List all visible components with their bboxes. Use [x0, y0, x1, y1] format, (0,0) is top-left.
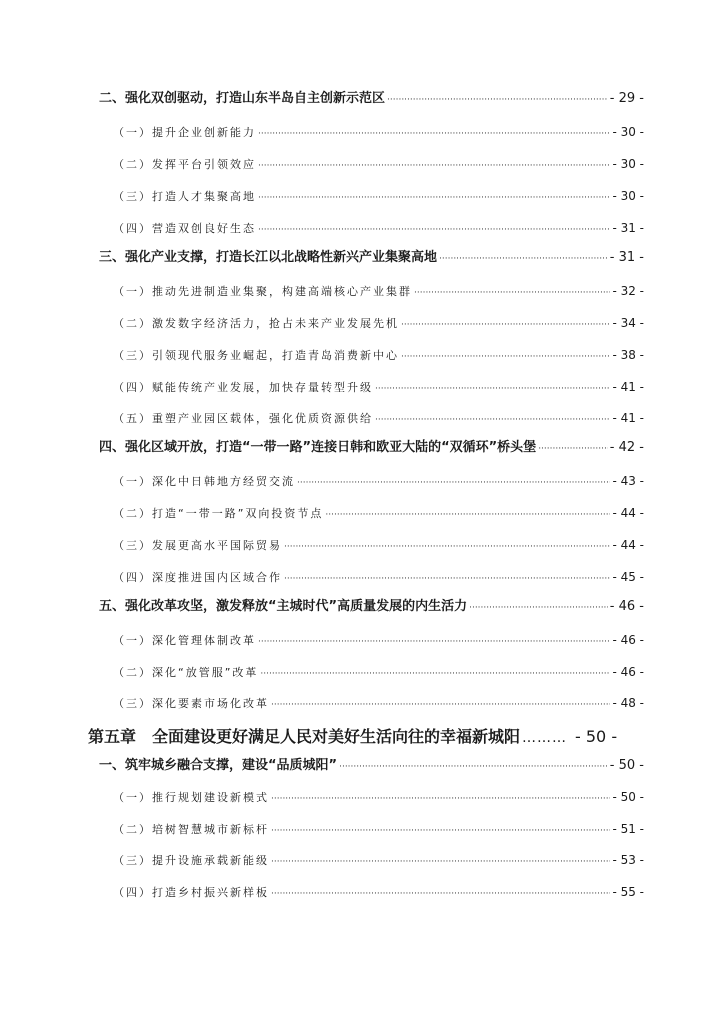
- toc-entry-chapter[interactable]: [88, 724, 644, 747]
- toc-entry-title: （二）激发数字经济活力，抢占未来产业发展先机: [113, 317, 399, 330]
- toc-page-number: - 30 -: [612, 157, 644, 171]
- toc-page-number: - 31 -: [612, 221, 644, 235]
- toc-chapter-title: 第五章 全面建设更好满足人民对美好生活向往的幸福新城阳: [88, 727, 521, 746]
- toc-entry-title: 一、筑牢城乡融合支撑，建设“品质城阳”: [99, 758, 338, 773]
- toc-entry-subsection[interactable]: [113, 821, 644, 837]
- toc-entry-subsection[interactable]: [113, 283, 644, 299]
- toc-entry-title: （三）打造人才集聚高地: [113, 190, 256, 203]
- toc-entry-title: （二）发挥平台引领效应: [113, 158, 256, 171]
- dot-leader: [258, 161, 610, 171]
- dot-leader: [538, 444, 608, 454]
- dot-leader: [387, 95, 608, 105]
- toc-entry-subsection[interactable]: [113, 410, 644, 426]
- toc-page-number: - 46 -: [612, 665, 644, 679]
- toc-entry-subsection[interactable]: [113, 884, 644, 900]
- toc-entry-title: 三、强化产业支撑，打造长江以北战略性新兴产业集聚高地: [99, 250, 438, 265]
- dot-leader: [414, 288, 610, 298]
- toc-entry-title: （四）深度推进国内区域合作: [113, 571, 282, 584]
- toc-entry-title: （三）引领现代服务业崛起，打造青岛消费新中心: [113, 349, 399, 362]
- dot-leader: [297, 478, 610, 488]
- toc-entry-title: （三）提升设施承载新能级: [113, 854, 269, 867]
- dot-leader: [401, 352, 610, 362]
- dot-leader: [325, 510, 610, 520]
- toc-page-number: - 31 -: [609, 250, 644, 265]
- dot-leader: [401, 320, 610, 330]
- toc-entry-subsection[interactable]: [113, 789, 644, 805]
- toc-page-number: - 50 -: [612, 790, 644, 804]
- toc-entry-subsection[interactable]: [113, 188, 644, 204]
- dot-leader: [271, 700, 610, 710]
- toc-entry-section[interactable]: [99, 246, 644, 265]
- toc-entry-title: （一）提升企业创新能力: [113, 126, 256, 139]
- toc-entry-section[interactable]: [99, 87, 644, 106]
- dot-leader: [260, 669, 610, 679]
- toc-entry-subsection[interactable]: [113, 537, 644, 553]
- toc-entry-subsection[interactable]: [113, 156, 644, 172]
- dot-leader: [339, 762, 608, 772]
- toc-entry-section[interactable]: [99, 436, 644, 455]
- toc-page-number: - 42 -: [609, 440, 644, 455]
- toc-entry-subsection[interactable]: [113, 695, 644, 711]
- dot-leader: [271, 826, 610, 836]
- toc-entry-title: （四）赋能传统产业发展，加快存量转型升级: [113, 381, 373, 394]
- dot-leader: [258, 193, 610, 203]
- toc-entry-subsection[interactable]: [113, 473, 644, 489]
- toc-entry-title: （二）深化“放管服”改革: [113, 666, 259, 679]
- dot-leader: [469, 603, 608, 613]
- toc-page-number: - 55 -: [612, 885, 644, 899]
- toc-entry-section[interactable]: [99, 595, 644, 614]
- toc-page-number: - 53 -: [612, 853, 644, 867]
- toc-entry-title: （五）重塑产业园区载体，强化优质资源供给: [113, 412, 373, 425]
- toc-entry-subsection[interactable]: [113, 220, 644, 236]
- toc-entry-subsection[interactable]: [113, 124, 644, 140]
- toc-entry-title: （二）培树智慧城市新标杆: [113, 823, 269, 836]
- toc-entry-subsection[interactable]: [113, 852, 644, 868]
- toc-entry-subsection[interactable]: [113, 315, 644, 331]
- toc-page-number: - 30 -: [612, 189, 644, 203]
- toc-page-number: - 41 -: [612, 380, 644, 394]
- toc-entry-subsection[interactable]: [113, 632, 644, 648]
- toc-page-number: - 44 -: [612, 506, 644, 520]
- toc-page-number: - 32 -: [612, 284, 644, 298]
- toc-entry-subsection[interactable]: [113, 379, 644, 395]
- dot-leader: [258, 637, 610, 647]
- dot-leader: [284, 542, 610, 552]
- toc-entry-title: （一）深化管理体制改革: [113, 634, 256, 647]
- toc-entry-title: （一）推动先进制造业集聚，构建高端核心产业集群: [113, 285, 412, 298]
- toc-page-number: - 41 -: [612, 411, 644, 425]
- dot-leader: [439, 254, 608, 264]
- dot-leader: [271, 794, 610, 804]
- toc-entry-title: （四）打造乡村振兴新样板: [113, 886, 269, 899]
- toc-page-number: - 29 -: [609, 91, 644, 106]
- dot-leader: [258, 129, 610, 139]
- dot-leader: [271, 857, 610, 867]
- toc-page-number: - 50 -: [609, 758, 644, 773]
- toc-page-number: - 46 -: [609, 599, 644, 614]
- toc-page-number: - 45 -: [612, 570, 644, 584]
- toc-page-number: - 46 -: [612, 633, 644, 647]
- dot-leader: [284, 574, 610, 584]
- toc-entry-title: （二）打造“一带一路”双向投资节点: [113, 507, 324, 520]
- dot-leader: [271, 889, 610, 899]
- toc-entry-subsection[interactable]: [113, 664, 644, 680]
- toc-entry-title: 二、强化双创驱动，打造山东半岛自主创新示范区: [99, 91, 386, 106]
- dot-leader: [375, 415, 610, 425]
- toc-page-number: - 48 -: [612, 696, 644, 710]
- toc-entry-subsection[interactable]: [113, 569, 644, 585]
- dot-leader: [375, 384, 610, 394]
- toc-entry-title: （一）深化中日韩地方经贸交流: [113, 475, 295, 488]
- toc-page-number: - 30 -: [612, 125, 644, 139]
- toc-entry-title: （三）深化要素市场化改革: [113, 697, 269, 710]
- toc-page-number: - 44 -: [612, 538, 644, 552]
- toc-page-number: - 43 -: [612, 474, 644, 488]
- toc-entry-title: （四）营造双创良好生态: [113, 222, 256, 235]
- toc-page-number: - 38 -: [612, 348, 644, 362]
- toc-entry-title: 四、强化区域开放，打造“一带一路”连接日韩和欧亚大陆的“双循环”桥头堡: [99, 440, 537, 455]
- toc-entry-title: （一）推行规划建设新模式: [113, 791, 269, 804]
- toc-entry-subsection[interactable]: [113, 347, 644, 363]
- toc-entry-section[interactable]: [99, 754, 644, 773]
- toc-page-number: - 34 -: [612, 316, 644, 330]
- dot-leader: [258, 225, 610, 235]
- toc-page-number: - 50 -: [575, 727, 618, 746]
- toc-page-number: - 51 -: [612, 822, 644, 836]
- toc-entry-title: （三）发展更高水平国际贸易: [113, 539, 282, 552]
- toc-entry-title: 五、强化改革攻坚，激发释放“主城时代”高质量发展的内生活力: [99, 599, 468, 614]
- chapter-dot-leader: ………: [522, 730, 568, 746]
- toc-entry-subsection[interactable]: [113, 505, 644, 521]
